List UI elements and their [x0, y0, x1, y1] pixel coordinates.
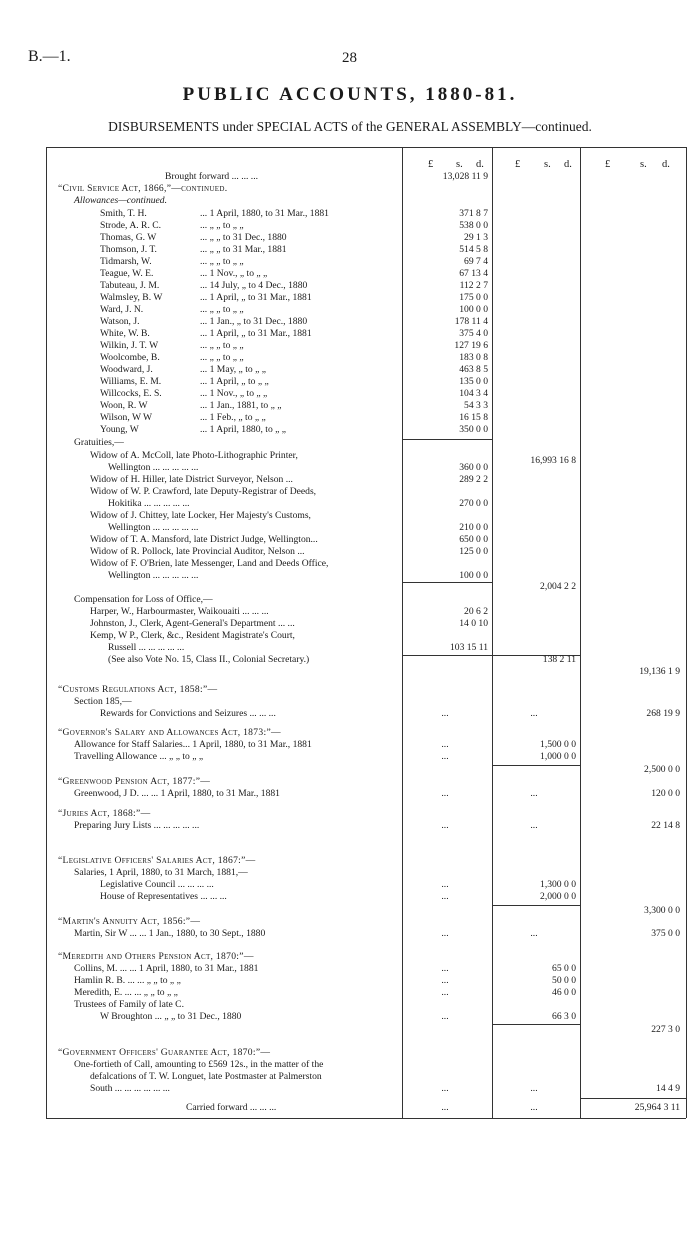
table-row — [0, 268, 700, 280]
amount-c1: ... — [441, 751, 449, 762]
row-description: Widow of H. Hiller, late District Surveyor, Nelson ... — [90, 474, 293, 485]
table-row — [0, 751, 700, 763]
row-description: Strode, A. R. C. — [100, 220, 162, 231]
amount-c2: ... — [530, 1102, 538, 1113]
table-row — [0, 708, 700, 720]
table-row — [0, 642, 700, 654]
table-row — [0, 244, 700, 256]
head-c3-pence: d. — [662, 159, 670, 170]
amount-c3: 375 0 0 — [651, 928, 680, 939]
amount-c1: 112 2 7 — [459, 280, 488, 291]
row-description: W Broughton ... „ „ to 31 Dec., 1880 — [100, 1011, 242, 1022]
row-period: ... 1 Jan., „ to 31 Dec., 1880 — [200, 316, 308, 327]
row-description: “Customs Regulations Act, 1858:”— — [58, 684, 218, 695]
amount-c1: 289 2 2 — [459, 474, 488, 485]
row-period: ... „ „ to „ „ — [200, 352, 244, 363]
amount-c1: ... — [441, 739, 449, 750]
table-row — [0, 474, 700, 486]
row-description: South ... ... ... ... ... ... — [90, 1083, 170, 1094]
row-description: Harper, W., Harbourmaster, Waikouaiti ... ... ... — [90, 606, 269, 617]
amount-c1: 178 11 4 — [454, 316, 488, 327]
amount-c1: ... — [441, 879, 449, 890]
table-row — [0, 256, 700, 268]
table-row — [0, 594, 700, 606]
table-row — [0, 450, 700, 462]
row-description: One-fortieth of Call, amounting to £569 12s., in the matter of the — [74, 1059, 324, 1070]
amount-c1: ... — [441, 820, 449, 831]
row-description: Young, W — [100, 424, 139, 435]
amount-c1: 135 0 0 — [459, 376, 488, 387]
amount-c3: 120 0 0 — [651, 788, 680, 799]
row-description: Watson, J. — [100, 316, 140, 327]
table-row — [0, 195, 700, 207]
table-row — [0, 534, 700, 546]
amount-c2: 1,300 0 0 — [540, 879, 576, 890]
row-description: Willcocks, E. S. — [100, 388, 162, 399]
row-description: Wellington ... ... ... ... ... — [108, 570, 199, 581]
amount-c2: 1,000 0 0 — [540, 751, 576, 762]
row-period: ... „ „ to 31 Mar., 1881 — [200, 244, 287, 255]
row-period: ... 1 April, „ to „ „ — [200, 376, 269, 387]
table-row — [0, 808, 700, 820]
table-row — [0, 462, 700, 474]
amount-c2: ... — [530, 928, 538, 939]
amount-c2: 1,500 0 0 — [540, 739, 576, 750]
table-row — [0, 916, 700, 928]
table-row — [0, 867, 700, 879]
amount-c2: 50 0 0 — [552, 975, 576, 986]
amount-c1: 69 7 4 — [464, 256, 488, 267]
row-description: Widow of T. A. Mansford, late District Judge, Wellington... — [90, 534, 318, 545]
table-row — [0, 388, 700, 400]
table-row — [0, 183, 700, 195]
table-row — [0, 1071, 700, 1083]
page-ref: B.—1. — [28, 48, 71, 65]
amount-c1: 54 3 3 — [464, 400, 488, 411]
row-description: “Meredith and Others Pension Act, 1870:”— — [58, 951, 254, 962]
amount-c1: 100 0 0 — [459, 304, 488, 315]
amount-c2: 2,004 2 2 — [540, 581, 576, 592]
table-row — [0, 963, 700, 975]
row-description: House of Representatives ... ... ... — [100, 891, 227, 902]
table-row — [0, 352, 700, 364]
amount-c2: 2,000 0 0 — [540, 891, 576, 902]
head-c2-pounds: £ — [515, 159, 521, 170]
amount-c3: 14 4 9 — [656, 1083, 680, 1094]
amount-c1: 360 0 0 — [459, 462, 488, 473]
table-row — [0, 606, 700, 618]
amount-c3: 25,964 3 11 — [634, 1102, 680, 1113]
table-row — [0, 316, 700, 328]
amount-c1: 104 3 4 — [459, 388, 488, 399]
amount-c3: 22 14 8 — [651, 820, 680, 831]
row-description: Greenwood, J D. ... ... 1 April, 1880, to 31 Mar., 1881 — [74, 788, 280, 799]
amount-c1: 13,028 11 9 — [442, 171, 488, 182]
table-row — [0, 1083, 700, 1095]
amount-c2: 138 2 11 — [542, 654, 576, 665]
table-row — [0, 292, 700, 304]
amount-c1: 270 0 0 — [459, 498, 488, 509]
row-period: ... „ „ to „ „ — [200, 256, 244, 267]
row-description: “Legislative Officers' Salaries Act, 1867:”— — [58, 855, 256, 866]
amount-c1: 103 15 11 — [449, 642, 488, 653]
head-c1-shillings: s. — [456, 159, 463, 170]
page-subtitle: DISBURSEMENTS under SPECIAL ACTS of the GENERAL ASSEMBLY—continued. — [108, 119, 592, 134]
amount-c1: 514 5 8 — [459, 244, 488, 255]
row-description: Williams, E. M. — [100, 376, 162, 387]
table-row — [0, 280, 700, 292]
row-description: Smith, T. H. — [100, 208, 147, 219]
amount-c1: 29 1 3 — [464, 232, 488, 243]
table-row — [0, 364, 700, 376]
row-description: Preparing Jury Lists ... ... ... ... ... — [74, 820, 200, 831]
row-period: ... 1 Nov., „ to „ „ — [200, 388, 268, 399]
row-period: ... 1 Jan., 1881, to „ „ — [200, 400, 282, 411]
row-description: “Government Officers' Guarantee Act, 1870:”— — [58, 1047, 271, 1058]
row-description: Thomas, G. W — [100, 232, 157, 243]
head-c2-shillings: s. — [544, 159, 551, 170]
table-row — [0, 498, 700, 510]
table-row — [0, 376, 700, 388]
amount-c1: 100 0 0 — [459, 570, 488, 581]
table-row — [0, 727, 700, 739]
amount-c1: 20 6 2 — [464, 606, 488, 617]
table-row — [0, 654, 700, 666]
row-description: Woodward, J. — [100, 364, 153, 375]
table-row — [0, 618, 700, 630]
row-description: Widow of R. Pollock, late Provincial Auditor, Nelson ... — [90, 546, 305, 557]
row-description: Compensation for Loss of Office,— — [74, 594, 213, 605]
row-period: ... 1 April, 1880, to 31 Mar., 1881 — [200, 208, 329, 219]
table-row — [0, 486, 700, 498]
row-description: Allowance for Staff Salaries... 1 April, 1880, to 31 Mar., 1881 — [74, 739, 312, 750]
amount-c1: 183 0 8 — [459, 352, 488, 363]
row-period: ... „ „ to 31 Dec., 1880 — [200, 232, 287, 243]
amount-c1: 350 0 0 — [459, 424, 488, 435]
row-description: Martin, Sir W ... ... 1 Jan., 1880, to 30 Sept., 1880 — [74, 928, 266, 939]
amount-c2: 46 0 0 — [552, 987, 576, 998]
amount-c1: ... — [441, 1083, 449, 1094]
row-description: “Juries Act, 1868:”— — [58, 808, 151, 819]
row-period: ... 14 July, „ to 4 Dec., 1880 — [200, 280, 308, 291]
row-description: Allowances—continued. — [74, 195, 167, 206]
table-row — [0, 558, 700, 570]
amount-c3: 227 3 0 — [651, 1024, 680, 1035]
amount-c2: ... — [530, 708, 538, 719]
amount-c2: 66 3 0 — [552, 1011, 576, 1022]
table-row — [0, 328, 700, 340]
table-row — [0, 684, 700, 696]
amount-c1: ... — [441, 975, 449, 986]
amount-c1: ... — [441, 891, 449, 902]
row-description: (See also Vote No. 15, Class II., Colonial Secretary.) — [108, 654, 310, 665]
row-description: “Greenwood Pension Act, 1877:”— — [58, 776, 211, 787]
row-description: Woon, R. W — [100, 400, 148, 411]
table-row — [0, 1011, 700, 1023]
row-description: Teague, W. E. — [100, 268, 154, 279]
amount-c2: ... — [530, 820, 538, 831]
amount-c2: 65 0 0 — [552, 963, 576, 974]
page-title: PUBLIC ACCOUNTS, 1880-81. — [182, 84, 518, 105]
table-row — [0, 424, 700, 436]
table-row — [0, 581, 700, 593]
amount-c1: 371 8 7 — [459, 208, 488, 219]
amount-c1: ... — [441, 928, 449, 939]
row-description: Legislative Council ... ... ... ... — [100, 879, 214, 890]
row-description: Wellington ... ... ... ... ... — [108, 462, 199, 473]
row-description: Hamlin R. B. ... ... „ „ to „ „ — [74, 975, 181, 986]
amount-c1: ... — [441, 963, 449, 974]
table-row — [0, 891, 700, 903]
table-row — [0, 630, 700, 642]
page-number: 28 — [342, 50, 357, 66]
row-description: Woolcombe, B. — [100, 352, 160, 363]
table-row — [0, 820, 700, 832]
amount-c1: 210 0 0 — [459, 522, 488, 533]
table-row — [0, 1047, 700, 1059]
amount-c2: ... — [530, 788, 538, 799]
row-description: Walmsley, B. W — [100, 292, 163, 303]
row-period: ... 1 April, 1880, to „ „ — [200, 424, 287, 435]
amount-c1: 375 4 0 — [459, 328, 488, 339]
amount-c1: ... — [441, 987, 449, 998]
row-description: Meredith, E. ... ... „ „ to „ „ — [74, 987, 178, 998]
row-period: ... 1 April, „ to 31 Mar., 1881 — [200, 328, 312, 339]
amount-c2: ... — [530, 1083, 538, 1094]
amount-c1: 538 0 0 — [459, 220, 488, 231]
table-row — [0, 1102, 700, 1114]
amount-c1: ... — [441, 1102, 449, 1113]
table-row — [0, 232, 700, 244]
table-row — [0, 739, 700, 751]
amount-c1: 67 13 4 — [459, 268, 488, 279]
table-row — [0, 975, 700, 987]
table-row — [0, 1024, 700, 1036]
row-description: Section 185,— — [74, 696, 132, 707]
row-description: “Civil Service Act, 1866,”—continued. — [58, 183, 228, 194]
table-row — [0, 208, 700, 220]
table-row — [0, 400, 700, 412]
table-row — [0, 788, 700, 800]
amount-c1: 175 0 0 — [459, 292, 488, 303]
head-c1-pounds: £ — [428, 159, 434, 170]
table-row — [0, 951, 700, 963]
table-row — [0, 510, 700, 522]
amount-c3: 268 19 9 — [646, 708, 680, 719]
row-period: ... „ „ to „ „ — [200, 304, 244, 315]
row-description: “Martin's Annuity Act, 1856:”— — [58, 916, 201, 927]
row-description: Hokitika ... ... ... ... ... — [108, 498, 190, 509]
amount-c3: 3,300 0 0 — [644, 905, 680, 916]
table-row — [0, 412, 700, 424]
row-period: ... 1 May, „ to „ „ — [200, 364, 266, 375]
amount-c1: ... — [441, 708, 449, 719]
amount-c1: 16 15 8 — [459, 412, 488, 423]
amount-c1: 14 0 10 — [459, 618, 488, 629]
table-row — [0, 340, 700, 352]
row-description: Johnston, J., Clerk, Agent-General's Department ... ... — [90, 618, 295, 629]
table-row — [0, 304, 700, 316]
row-period: ... „ „ to „ „ — [200, 340, 244, 351]
table-row — [0, 522, 700, 534]
row-description: Ward, J. N. — [100, 304, 144, 315]
row-description: Widow of J. Chittey, late Locker, Her Majesty's Customs, — [90, 510, 311, 521]
row-description: Gratuities,— — [74, 437, 124, 448]
amount-c3: 2,500 0 0 — [644, 764, 680, 775]
table-row — [0, 999, 700, 1011]
row-period: ... 1 Nov., „ to „ „ — [200, 268, 268, 279]
row-period: ... „ „ to „ „ — [200, 220, 244, 231]
row-description: Thomson, J. T. — [100, 244, 157, 255]
amount-c2: 16,993 16 8 — [530, 455, 576, 466]
row-description: Tabuteau, J. M. — [100, 280, 160, 291]
table-row — [0, 171, 700, 183]
row-description: Widow of F. O'Brien, late Messenger, Land and Deeds Office, — [90, 558, 329, 569]
head-c3-pounds: £ — [605, 159, 611, 170]
row-description: Kemp, W P., Clerk, &c., Resident Magistrate's Court, — [90, 630, 295, 641]
table-row — [0, 879, 700, 891]
row-period: ... 1 April, „ to 31 Mar., 1881 — [200, 292, 312, 303]
row-description: Wilkin, J. T. W — [100, 340, 159, 351]
row-description: Widow of A. McColl, late Photo-Lithographic Printer, — [90, 450, 298, 461]
row-description: Brought forward ... ... ... — [165, 171, 258, 182]
row-description: Rewards for Convictions and Seizures ... ... ... — [100, 708, 276, 719]
amount-c1: 125 0 0 — [459, 546, 488, 557]
head-c3-shillings: s. — [640, 159, 647, 170]
table-row — [0, 855, 700, 867]
amount-c1: ... — [441, 1011, 449, 1022]
amount-c1: ... — [441, 788, 449, 799]
row-description: Salaries, 1 April, 1880, to 31 March, 1881,— — [74, 867, 248, 878]
row-period: ... 1 Feb., „ to „ „ — [200, 412, 266, 423]
amount-c1: 650 0 0 — [459, 534, 488, 545]
row-description: Carried forward ... ... ... — [186, 1102, 277, 1113]
row-description: Widow of W. P. Crawford, late Deputy-Registrar of Deeds, — [90, 486, 317, 497]
amount-c1: 127 19 6 — [454, 340, 488, 351]
table-row — [0, 928, 700, 940]
row-description: Travelling Allowance ... „ „ to „ „ — [74, 751, 204, 762]
table-row — [0, 220, 700, 232]
row-description: Wellington ... ... ... ... ... — [108, 522, 199, 533]
row-description: Tidmarsh, W. — [100, 256, 152, 267]
row-description: defalcations of T. W. Longuet, late Postmaster at Palmerston — [90, 1071, 322, 1082]
amount-c3: 19,136 1 9 — [639, 666, 680, 677]
table-row — [0, 437, 700, 449]
table-row — [0, 1059, 700, 1071]
row-description: Wilson, W W — [100, 412, 153, 423]
table-row — [0, 666, 700, 678]
row-description: “Governor's Salary and Allowances Act, 1873:”— — [58, 727, 281, 738]
table-row — [0, 987, 700, 999]
table-row — [0, 764, 700, 776]
amount-c1: 463 8 5 — [459, 364, 488, 375]
row-description: White, W. B. — [100, 328, 150, 339]
table-row — [0, 546, 700, 558]
table-row — [0, 776, 700, 788]
row-description: Russell ... ... ... ... ... — [108, 642, 185, 653]
head-c1-pence: d. — [476, 159, 484, 170]
row-description: Collins, M. ... ... 1 April, 1880, to 31 Mar., 1881 — [74, 963, 259, 974]
row-description: Trustees of Family of late C. — [74, 999, 184, 1010]
head-c2-pence: d. — [564, 159, 572, 170]
table-row — [0, 696, 700, 708]
